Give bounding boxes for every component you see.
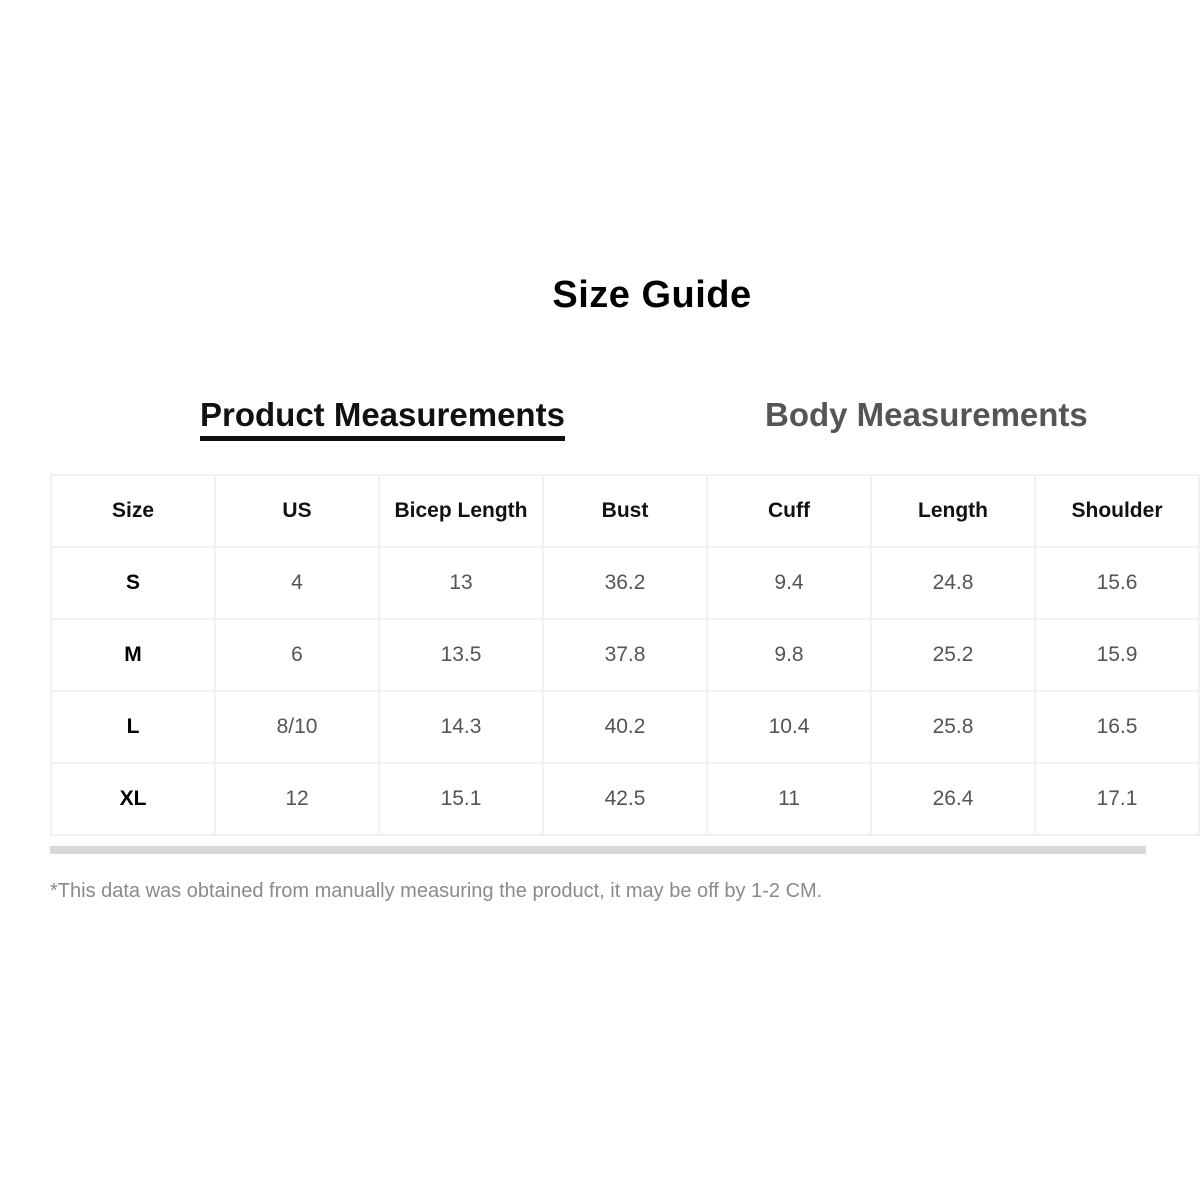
table-cell-us: 4	[215, 547, 379, 619]
table-row	[51, 619, 1199, 691]
table-cell-bicep-length: 13	[379, 547, 543, 619]
table-bottom-shadow	[50, 846, 1146, 854]
tab-product-measurements[interactable]: Product Measurements	[200, 396, 565, 441]
table-cell-us: 12	[215, 763, 379, 835]
table-cell-shoulder: 15.6	[1035, 547, 1199, 619]
table-cell-bust: 37.8	[543, 619, 707, 691]
header-bicep-length: Bicep Length	[379, 475, 543, 547]
table-cell-shoulder: 17.1	[1035, 763, 1199, 835]
header-length: Length	[871, 475, 1035, 547]
table-row	[51, 691, 1199, 763]
table-cell-bicep-length: 13.5	[379, 619, 543, 691]
table-cell-size: M	[51, 619, 215, 691]
table-cell-length: 25.2	[871, 619, 1035, 691]
table-cell-bicep-length: 15.1	[379, 763, 543, 835]
table-cell-bust: 40.2	[543, 691, 707, 763]
header-cuff: Cuff	[707, 475, 871, 547]
table-cell-cuff: 9.4	[707, 547, 871, 619]
table-cell-length: 26.4	[871, 763, 1035, 835]
table-row	[51, 763, 1199, 835]
table-cell-size: S	[51, 547, 215, 619]
table-cell-bust: 36.2	[543, 547, 707, 619]
table-cell-bicep-length: 14.3	[379, 691, 543, 763]
table-header-row	[51, 475, 1199, 547]
table-cell-size: L	[51, 691, 215, 763]
table-cell-bust: 42.5	[543, 763, 707, 835]
header-shoulder: Shoulder	[1035, 475, 1199, 547]
table-row	[51, 547, 1199, 619]
header-bust: Bust	[543, 475, 707, 547]
tab-body-measurements[interactable]: Body Measurements	[765, 396, 1088, 433]
table-cell-cuff: 10.4	[707, 691, 871, 763]
page-title: Size Guide	[552, 274, 752, 316]
size-table-container	[50, 474, 1200, 836]
table-cell-shoulder: 15.9	[1035, 619, 1199, 691]
table-cell-length: 25.8	[871, 691, 1035, 763]
header-size: Size	[51, 475, 215, 547]
table-cell-us: 8/10	[215, 691, 379, 763]
measurement-footnote: *This data was obtained from manually measuring the product, it may be off by 1-2 CM.	[50, 880, 823, 902]
table-cell-cuff: 11	[707, 763, 871, 835]
table-cell-cuff: 9.8	[707, 619, 871, 691]
table-cell-us: 6	[215, 619, 379, 691]
size-table	[50, 474, 1200, 836]
table-cell-shoulder: 16.5	[1035, 691, 1199, 763]
header-us: US	[215, 475, 379, 547]
table-cell-length: 24.8	[871, 547, 1035, 619]
table-cell-size: XL	[51, 763, 215, 835]
